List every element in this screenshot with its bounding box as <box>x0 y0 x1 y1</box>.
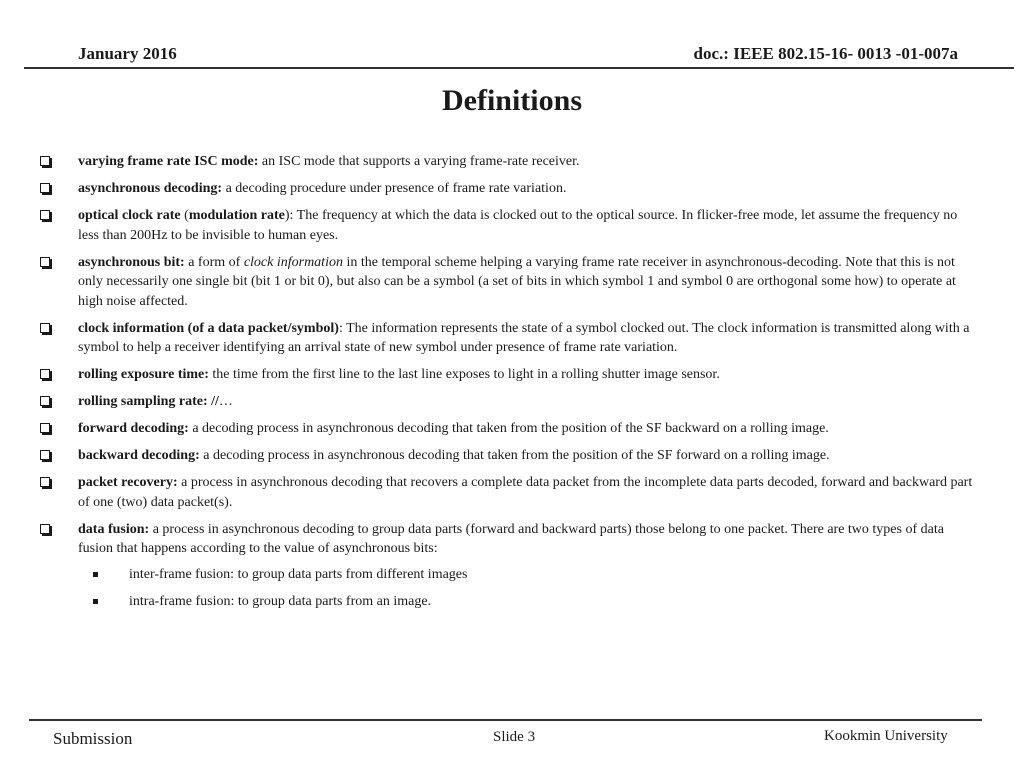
checkbox-bullet-icon <box>40 450 50 460</box>
list-item <box>40 206 980 245</box>
header-doc-id: doc.: IEEE 802.15-16- 0013 -01-007a <box>693 44 958 63</box>
definition-text: an ISC mode that supports a varying frame-rate receiver. <box>258 154 580 169</box>
definition-term-alt: modulation rate <box>188 208 285 223</box>
checkbox-bullet-icon <box>40 183 50 193</box>
list-item <box>40 419 980 439</box>
list-item <box>40 179 980 199</box>
checkbox-bullet-icon <box>40 156 50 166</box>
definition-text: : The information represents the state of a symbol clocked out. The clock information is transmitted along with a symbol to help a receiver identifying an arrival state of new symbol under presence of frame rate variation. <box>78 320 970 355</box>
definition-term: forward decoding: <box>78 421 189 436</box>
definition-term: varying frame rate ISC mode: <box>78 154 259 169</box>
checkbox-bullet-icon <box>40 423 50 433</box>
footer-affiliation: Kookmin University <box>824 728 948 744</box>
sub-list-item <box>78 592 980 612</box>
list-item <box>40 152 980 172</box>
definition-term: packet recovery: <box>78 475 178 490</box>
definition-term: data fusion: <box>78 521 150 537</box>
definition-term: asynchronous bit: <box>78 254 185 270</box>
page-title: Definitions <box>441 84 582 117</box>
definition-term: asynchronous decoding: <box>78 181 223 196</box>
header-divider <box>24 67 1014 69</box>
definition-text: a process in asynchronous decoding that recovers a complete data packet from the incomplete data parts decoded, forward and backward part of one (two) data packet(s). <box>78 475 973 510</box>
definition-text: ): The frequency at which the data is clocked out to the optical source. In flicker-free mode, let assume the frequency no less than 200Hz to be invisible to human eyes. <box>78 208 958 243</box>
sub-item-text: inter-frame fusion: to group data parts from different images <box>129 566 468 582</box>
checkbox-bullet-icon <box>40 257 50 267</box>
definition-paren: ( <box>180 208 189 223</box>
definition-term: clock information (of a data packet/symbol) <box>78 320 339 336</box>
list-item <box>40 253 980 312</box>
definition-text: a process in asynchronous decoding to group data parts (forward and backward parts) those belong to one packet. There are two types of data fusion that happens according to the value of asynchronous bits: <box>78 521 944 556</box>
definition-text: in the temporal scheme helping a varying frame rate receiver in asynchronous-decoding. Note that this is not only necessarily one single bit (bit 1 or bit 0), but also can be a symbol (a set of bits in which symbol 1 and symbol 0 are orthogonal some how) to operate at high noise affected. <box>78 254 956 309</box>
list-item <box>40 365 980 385</box>
checkbox-bullet-icon <box>40 210 50 220</box>
definition-text: a decoding process in asynchronous decoding that taken from the position of the SF backward on a rolling image. <box>188 421 829 436</box>
definitions-list <box>40 152 980 619</box>
checkbox-bullet-icon <box>40 477 50 487</box>
footer-divider <box>29 719 982 721</box>
definition-term: rolling sampling rate: // <box>78 394 219 409</box>
sub-item-text: intra-frame fusion: to group data parts from an image. <box>129 593 432 609</box>
definition-italic: clock information <box>243 254 343 270</box>
list-item <box>40 520 980 612</box>
checkbox-bullet-icon <box>40 396 50 406</box>
list-item <box>40 392 980 412</box>
square-bullet-icon <box>93 599 98 604</box>
checkbox-bullet-icon <box>40 323 50 333</box>
checkbox-bullet-icon <box>40 524 50 534</box>
definition-term: optical clock rate <box>78 208 181 223</box>
definition-text: a decoding process in asynchronous decoding that taken from the position of the SF forward on a rolling image. <box>199 448 830 463</box>
list-item <box>40 446 980 466</box>
list-item <box>40 319 980 358</box>
footer-slide-number: Slide 3 <box>493 729 536 745</box>
square-bullet-icon <box>93 572 98 577</box>
footer-submission: Submission <box>53 729 133 748</box>
definition-term: backward decoding: <box>78 448 200 463</box>
checkbox-bullet-icon <box>40 369 50 379</box>
definition-text: the time from the first line to the last line exposes to light in a rolling shutter image sensor. <box>208 367 720 382</box>
definition-text: … <box>218 394 233 409</box>
sub-list-item <box>78 565 980 585</box>
definition-text-pre: a form of <box>184 254 244 270</box>
list-item <box>40 473 980 512</box>
definition-text: a decoding procedure under presence of frame rate variation. <box>222 181 567 196</box>
definition-term: rolling exposure time: <box>78 367 209 382</box>
sub-list <box>78 565 980 612</box>
header-date: January 2016 <box>78 44 177 63</box>
